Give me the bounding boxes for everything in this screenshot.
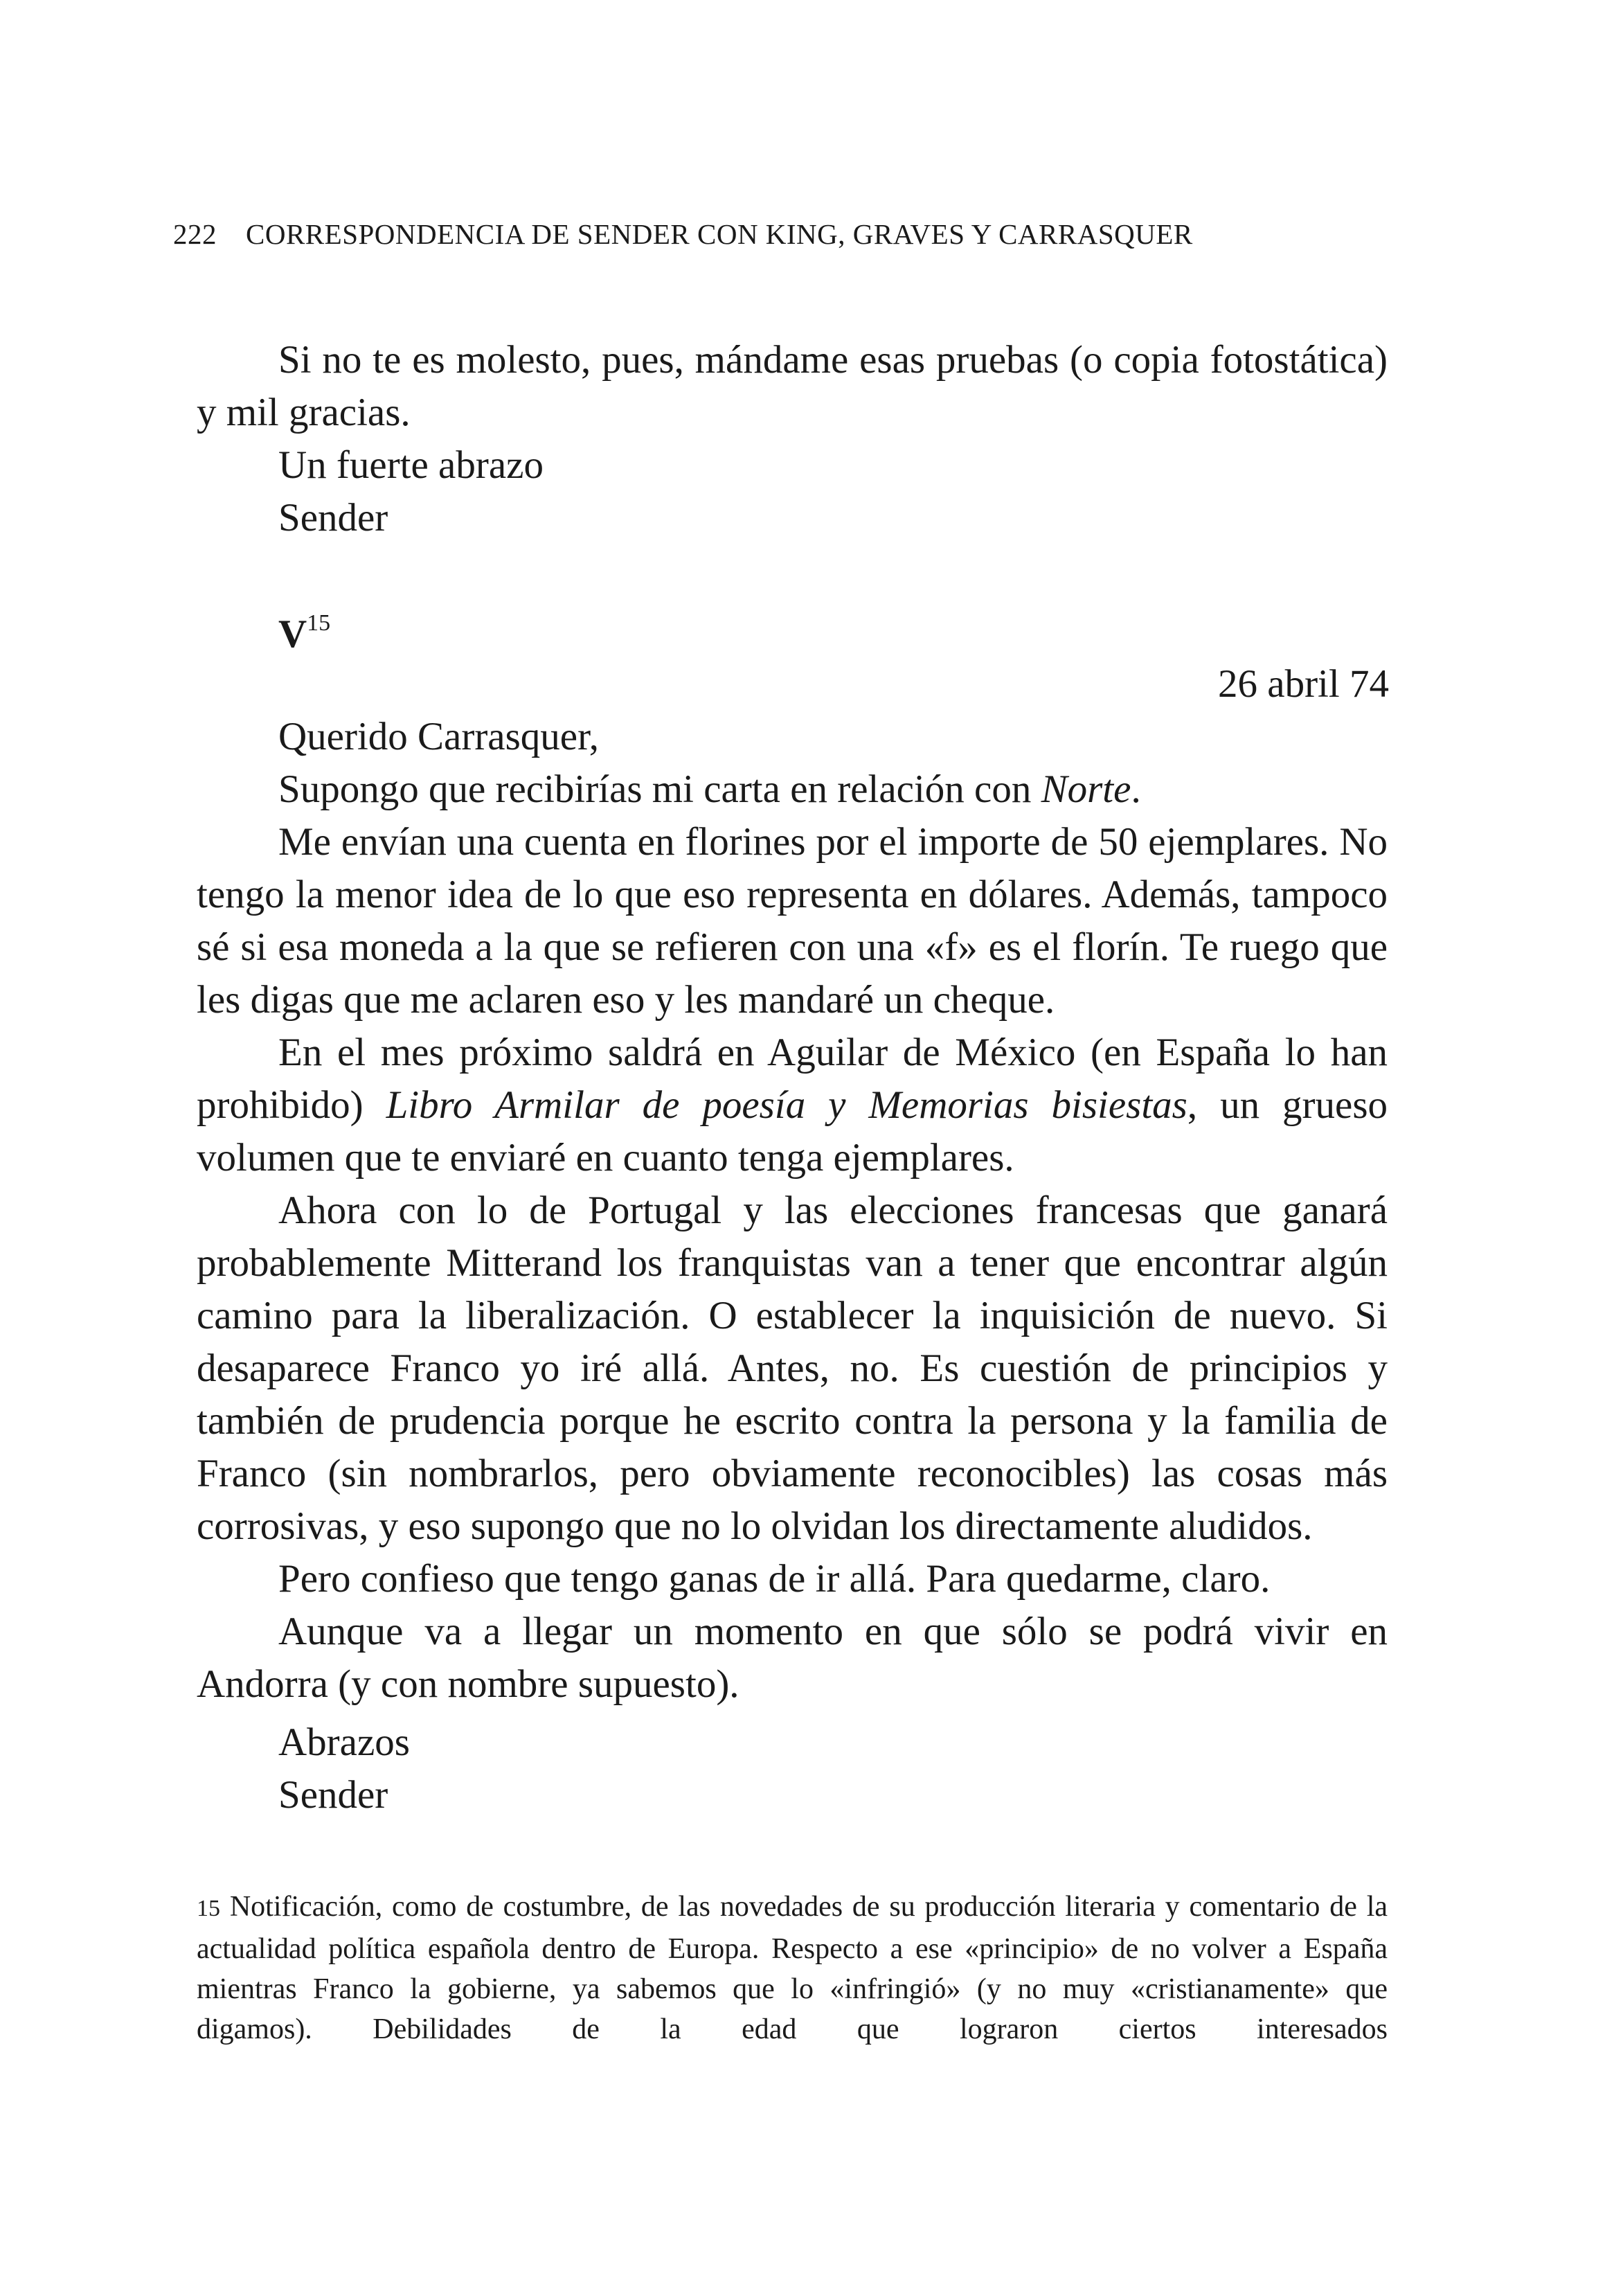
letter-body (197, 763, 1388, 1711)
letter-numeral: V (278, 612, 307, 656)
paragraph-5: Pero confieso que tengo ganas de ir allá. Para quedarme, claro. (278, 1557, 1271, 1601)
italic-title: Libro Armilar de poesía y Memorias bisiestas (386, 1083, 1187, 1127)
letter-iv-closing-paragraph (197, 334, 1388, 439)
letter-closing: Abrazos (278, 1720, 410, 1764)
text-run: Supongo que recibirías mi carta en relación con (278, 767, 1041, 811)
footnote (197, 1887, 1388, 2049)
text-run: . (1131, 767, 1141, 811)
letter-iv-closing: Un fuerte abrazo (278, 443, 544, 487)
letter-heading (278, 597, 330, 661)
page-number: 222 (173, 218, 217, 250)
footnote-number: 15 (197, 1896, 220, 1921)
running-title: CORRESPONDENCIA DE SENDER CON KING, GRAVES Y CARRASQUER (246, 218, 1193, 250)
text-run: En el mes próximo saldrá en Aguilar de México (en España lo han prohibido) (197, 1031, 1388, 1127)
italic-title: Norte (1041, 767, 1131, 811)
letter-iv-signature: Sender (278, 496, 388, 540)
paragraph: Si no te es molesto, pues, mándame esas pruebas (o copia fotostática) y mil gracias. (197, 338, 1388, 434)
paragraph-2: Me envían una cuenta en florines por el importe de 50 ejemplares. No tengo la menor idea de lo que eso representa en dólares. Además, tampoco sé si esa moneda a la que se refieren con una «f» es el florín. Te ruego que les digas que me aclaren eso y les mandaré un cheque. (197, 820, 1388, 1022)
running-header (173, 217, 1419, 251)
footnote-text: Notificación, como de costumbre, de las novedades de su producción literaria y comentario de la actualidad política española dentro de Europa. Respecto a ese «principio» de no volver a España mientras Franco la gobierne, ya sabemos que lo «infringió» (y no muy «cristianamente» que digamos). Debilidades de la edad que lograron ciertos interesados (197, 1891, 1388, 2045)
paragraph-4: Ahora con lo de Portugal y las elecciones francesas que ganará probablemente Mitterand los franquistas van a tener que encontrar algún camino para la liberalización. O establecer la inquisición de nuevo. Si desaparece Franco yo iré allá. Antes, no. Es cuestión de principios y también de prudencia porque he escrito contra la persona y la familia de Franco (sin nombrarlos, pero obviamente reconocibles) las cosas más corrosivas, y eso supongo que no lo olvidan los directamente aludidos. (197, 1189, 1388, 1548)
paragraph-6: Aunque va a llegar un momento en que sólo se podrá vivir en Andorra (y con nombre supuesto). (197, 1610, 1388, 1706)
footnote-reference: 15 (307, 610, 331, 636)
paragraph-1 (197, 763, 1388, 816)
text-run: , un grueso volumen que te enviaré en cuanto tenga ejemplares. (197, 1083, 1388, 1180)
letter-signature: Sender (278, 1773, 388, 1817)
paragraph-3 (197, 1026, 1388, 1184)
letter-salutation: Querido Carrasquer, (278, 715, 600, 758)
letter-date: 26 abril 74 (1218, 662, 1389, 706)
